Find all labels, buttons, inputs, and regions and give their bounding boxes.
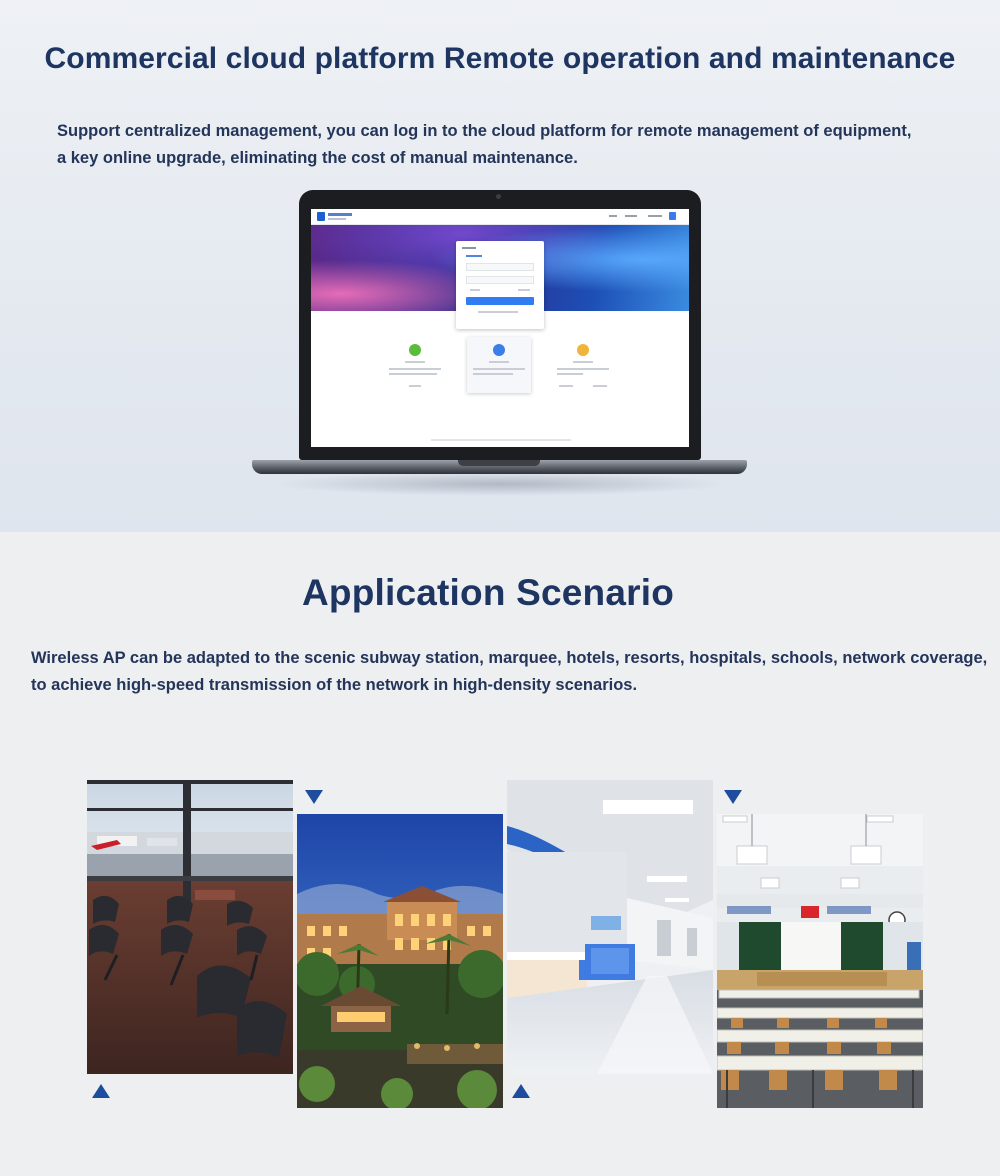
login-forgot — [518, 289, 530, 291]
application-scenario-section — [0, 532, 1000, 1176]
screen-logo-icon — [317, 212, 325, 221]
login-register-link — [478, 311, 518, 313]
screen-login-box — [456, 241, 544, 329]
login-password-field — [466, 276, 534, 284]
laptop-base — [252, 460, 747, 474]
cloud-platform-description — [57, 118, 957, 172]
hospital-photo — [507, 780, 713, 1074]
laptop-camera — [496, 194, 501, 199]
airport-photo — [87, 780, 293, 1074]
triangle-up-icon — [512, 1084, 530, 1098]
feature-card-text — [389, 373, 437, 375]
screen-topbar — [311, 209, 689, 225]
feature-card-title — [573, 361, 593, 363]
login-box-tab — [466, 255, 482, 257]
feature-card-link — [593, 385, 607, 387]
feature-cloud-icon — [493, 344, 505, 356]
laptop-image — [299, 190, 701, 460]
cloud-platform-title: Commercial cloud platform Remote operation and maintenance — [44, 42, 956, 75]
feature-card-text — [473, 368, 525, 370]
login-username-field — [466, 263, 534, 271]
laptop-shadow — [270, 472, 730, 496]
screen-feature-card — [467, 337, 531, 393]
classroom-photo — [717, 814, 923, 1108]
feature-card-text — [557, 368, 609, 370]
laptop-notch — [458, 460, 540, 466]
screen-logo-subtext — [328, 218, 346, 220]
cloud-desc-line-2: a key online upgrade, eliminating the cost of manual maintenance. — [57, 149, 578, 167]
screen-feature-card — [383, 337, 447, 393]
application-scenario-title: Application Scenario — [301, 572, 674, 613]
feature-card-title — [405, 361, 425, 363]
scenario-desc-line-1: Wireless AP can be adapted to the scenic subway station, marquee, hotels, resorts, hospitals, schools, network coverage, — [31, 649, 988, 667]
feature-ap-icon — [577, 344, 589, 356]
application-scenario-description — [31, 645, 1000, 699]
login-box-title — [462, 247, 476, 249]
laptop-screen — [311, 209, 689, 447]
feature-leaf-icon — [409, 344, 421, 356]
screen-logo-text — [328, 213, 352, 216]
triangle-up-icon — [92, 1084, 110, 1098]
cloud-platform-section — [0, 0, 1000, 532]
login-remember — [470, 289, 480, 291]
feature-card-text — [389, 368, 441, 370]
screen-user-icon — [669, 212, 676, 220]
cloud-desc-line-1: Support centralized management, you can log in to the cloud platform for remote management of equipment, — [57, 122, 912, 140]
screen-nav-item — [625, 215, 637, 217]
screen-feature-card — [551, 337, 615, 393]
scenario-desc-line-2: to achieve high-speed transmission of the network in high-density scenarios. — [31, 676, 638, 694]
feature-card-link — [559, 385, 573, 387]
feature-card-link — [409, 385, 421, 387]
feature-card-title — [489, 361, 509, 363]
feature-card-text — [473, 373, 513, 375]
resort-photo — [297, 814, 503, 1108]
screen-nav-item — [648, 215, 662, 217]
screen-nav-item — [609, 215, 617, 217]
screen-footer — [431, 439, 571, 441]
login-button — [466, 297, 534, 305]
triangle-down-icon — [305, 790, 323, 804]
triangle-down-icon — [724, 790, 742, 804]
feature-card-text — [557, 373, 583, 375]
